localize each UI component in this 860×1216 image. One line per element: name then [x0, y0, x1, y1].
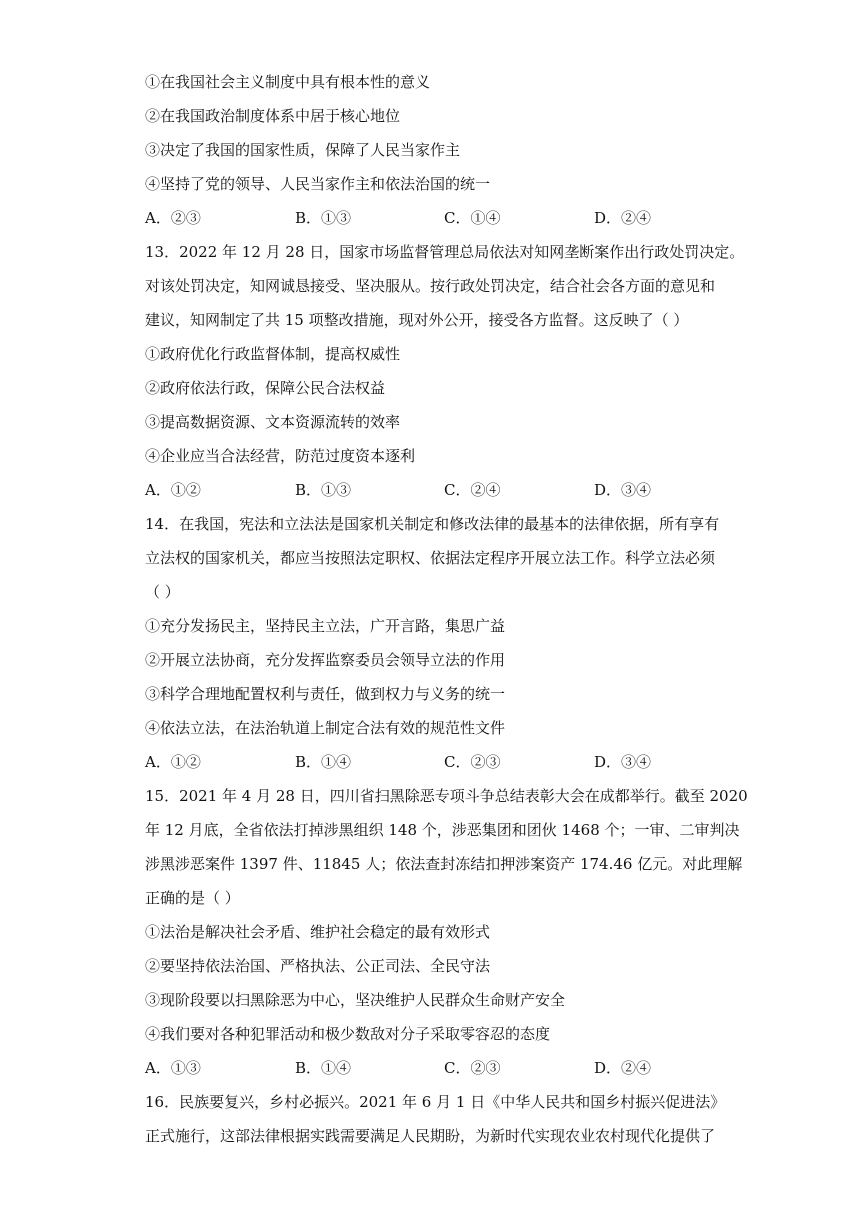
q15-option-d[interactable]: D．②④ [594, 1059, 652, 1077]
q14-item-3: ③科学合理地配置权利与责任，做到权力与义务的统一 [145, 685, 506, 703]
q15-option-c[interactable]: C．②③ [444, 1059, 501, 1077]
q13-stem-line-3: 建议，知网制定了共 15 项整改措施，现对外公开，接受各方监督。这反映了（ ） [145, 311, 689, 329]
q14-stem-line-1: 14．在我国，宪法和立法法是国家机关制定和修改法律的最基本的法律依据，所有享有 [145, 515, 720, 533]
q16-stem-line-2: 正式施行，这部法律根据实践需要满足人民期盼，为新时代实现农业农村现代化提供了 [145, 1127, 716, 1145]
q14-item-4: ④依法立法，在法治轨道上制定合法有效的规范性文件 [145, 719, 506, 737]
q13-item-1: ①政府优化行政监督体制，提高权威性 [145, 345, 401, 363]
q12-option-a[interactable]: A．②③ [145, 209, 201, 227]
q15-stem-line-2: 年 12 月底，全省依法打掉涉黑组织 148 个，涉恶集团和团伙 1468 个；一审、二审判决 [145, 821, 740, 839]
q12-option-b[interactable]: B．①③ [295, 209, 352, 227]
q15-stem-line-3: 涉黑涉恶案件 1397 件、11845 人；依法查封冻结扣押涉案资产 174.46 亿元。对此理解 [145, 855, 743, 873]
q12-option-c[interactable]: C．①④ [444, 209, 501, 227]
q14-option-a[interactable]: A．①② [145, 753, 201, 771]
q13-option-c[interactable]: C．②④ [444, 481, 501, 499]
q13-stem-line-1: 13．2022 年 12 月 28 日，国家市场监督管理总局依法对知网垄断案作出行政处罚决定。 [145, 243, 745, 261]
q15-item-2: ②要坚持依法治国、严格执法、公正司法、全民守法 [145, 957, 491, 975]
q14-item-1: ①充分发扬民主，坚持民主立法，广开言路，集思广益 [145, 617, 506, 635]
q13-stem-line-2: 对该处罚决定，知网诚恳接受、坚决服从。按行政处罚决定，结合社会各方面的意见和 [145, 277, 716, 295]
q12-item-3: ③决定了我国的国家性质，保障了人民当家作主 [145, 141, 461, 159]
q15-item-1: ①法治是解决社会矛盾、维护社会稳定的最有效形式 [145, 923, 491, 941]
q13-option-b[interactable]: B．①③ [295, 481, 352, 499]
q15-stem-line-1: 15．2021 年 4 月 28 日，四川省扫黑除恶专项斗争总结表彰大会在成都举行。截至 2020 [145, 787, 748, 805]
q13-item-3: ③提高数据资源、文本资源流转的效率 [145, 413, 401, 431]
q14-option-c[interactable]: C．②③ [444, 753, 501, 771]
q12-item-4: ④坚持了党的领导、人民当家作主和依法治国的统一 [145, 175, 491, 193]
q12-option-d[interactable]: D．②④ [594, 209, 652, 227]
q15-item-4: ④我们要对各种犯罪活动和极少数敌对分子采取零容忍的态度 [145, 1025, 551, 1043]
q12-item-1: ①在我国社会主义制度中具有根本性的意义 [145, 73, 431, 91]
q15-item-3: ③现阶段要以扫黑除恶为中心，坚决维护人民群众生命财产安全 [145, 991, 566, 1009]
q13-option-a[interactable]: A．①② [145, 481, 201, 499]
q15-option-a[interactable]: A．①③ [145, 1059, 201, 1077]
q14-option-b[interactable]: B．①④ [295, 753, 352, 771]
q14-item-2: ②开展立法协商，充分发挥监察委员会领导立法的作用 [145, 651, 506, 669]
q16-stem-line-1: 16．民族要复兴，乡村必振兴。2021 年 6 月 1 日《中华人民共和国乡村振兴促进法》 [145, 1093, 726, 1111]
q14-stem-line-2: 立法权的国家机关，都应当按照法定职权、依据法定程序开展立法工作。科学立法必须 [145, 549, 716, 567]
q14-stem-line-3: （ ） [145, 583, 180, 601]
q15-stem-line-4: 正确的是（ ） [145, 889, 240, 907]
q13-option-d[interactable]: D．③④ [594, 481, 652, 499]
q12-item-2: ②在我国政治制度体系中居于核心地位 [145, 107, 401, 125]
q15-option-b[interactable]: B．①④ [295, 1059, 352, 1077]
q13-item-2: ②政府依法行政，保障公民合法权益 [145, 379, 386, 397]
q13-item-4: ④企业应当合法经营，防范过度资本逐利 [145, 447, 416, 465]
q14-option-d[interactable]: D．③④ [594, 753, 652, 771]
